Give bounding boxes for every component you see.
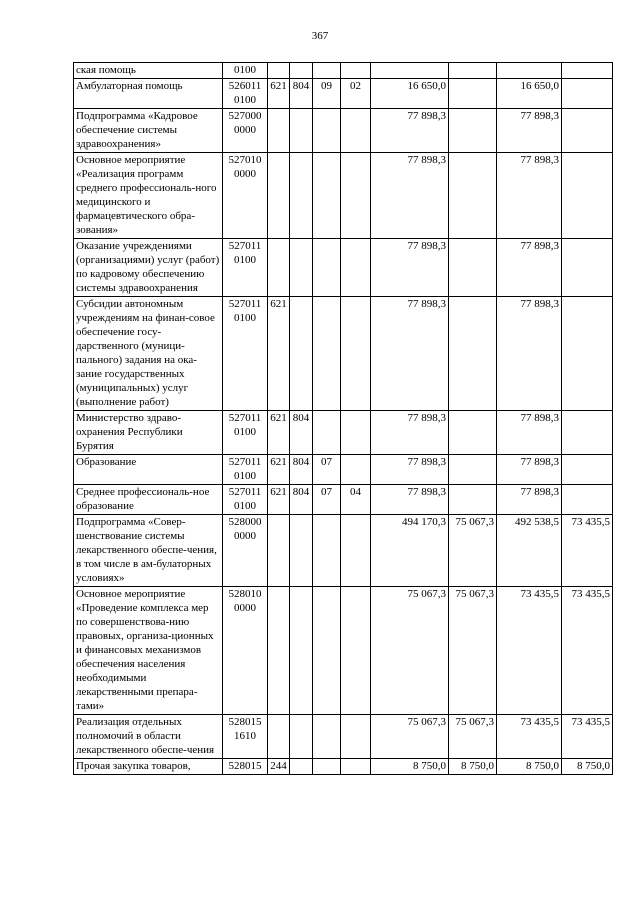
row-grbs-cell [290, 297, 313, 411]
row-total2-cell: 77 898,3 [497, 153, 562, 239]
row-pr-cell [341, 109, 371, 153]
row-grbs-cell: 804 [290, 485, 313, 515]
row-name-cell: Подпрограмма «Кадровое обеспечение системы здравоохранения» [74, 109, 223, 153]
row-federal2-cell [562, 109, 613, 153]
row-grbs-cell [290, 109, 313, 153]
row-rz-cell [313, 515, 341, 587]
row-code-cell: 528000 0000 [223, 515, 268, 587]
row-federal-cell [449, 297, 497, 411]
table-row [74, 515, 613, 587]
row-total-cell [371, 63, 449, 79]
row-rz-cell [313, 587, 341, 715]
row-code-cell: 527011 0100 [223, 411, 268, 455]
row-federal2-cell: 73 435,5 [562, 715, 613, 759]
row-federal-cell [449, 79, 497, 109]
row-total2-cell: 8 750,0 [497, 759, 562, 775]
row-name-cell: Прочая закупка товаров, [74, 759, 223, 775]
row-vr-cell: 244 [268, 759, 290, 775]
row-federal-cell: 75 067,3 [449, 587, 497, 715]
row-rz-cell [313, 715, 341, 759]
row-total2-cell: 73 435,5 [497, 587, 562, 715]
row-federal2-cell [562, 63, 613, 79]
row-federal-cell: 75 067,3 [449, 715, 497, 759]
row-rz-cell [313, 297, 341, 411]
row-name-cell: ская помощь [74, 63, 223, 79]
row-name-cell: Субсидии автономным учреждениям на финан-совое обеспечение госу-дарственного (муници-пального) задания на ока-зание государственных (муниципальных) услуг (выполнение работ) [74, 297, 223, 411]
row-code-cell: 527011 0100 [223, 485, 268, 515]
row-code-cell: 0100 [223, 63, 268, 79]
row-total2-cell: 73 435,5 [497, 715, 562, 759]
row-name-cell: Образование [74, 455, 223, 485]
row-total2-cell: 77 898,3 [497, 485, 562, 515]
row-vr-cell [268, 109, 290, 153]
row-total2-cell: 77 898,3 [497, 239, 562, 297]
row-grbs-cell: 804 [290, 79, 313, 109]
table-row [74, 109, 613, 153]
row-rz-cell [313, 63, 341, 79]
row-code-cell: 527011 0100 [223, 297, 268, 411]
row-total2-cell: 492 538,5 [497, 515, 562, 587]
row-name-cell: Подпрограмма «Совер-шенствование системы лекарственного обеспе-чения, в том числе в ам-булаторных условиях» [74, 515, 223, 587]
row-code-cell: 526011 0100 [223, 79, 268, 109]
row-vr-cell [268, 715, 290, 759]
row-code-cell: 527010 0000 [223, 153, 268, 239]
table-row [74, 455, 613, 485]
row-federal2-cell [562, 297, 613, 411]
row-vr-cell [268, 587, 290, 715]
row-pr-cell [341, 239, 371, 297]
row-total-cell: 77 898,3 [371, 239, 449, 297]
row-grbs-cell: 804 [290, 455, 313, 485]
row-federal-cell: 8 750,0 [449, 759, 497, 775]
row-vr-cell: 621 [268, 455, 290, 485]
row-total-cell: 77 898,3 [371, 153, 449, 239]
table-row [74, 485, 613, 515]
row-total-cell: 8 750,0 [371, 759, 449, 775]
row-name-cell: Среднее профессиональ-ное образование [74, 485, 223, 515]
row-federal2-cell [562, 239, 613, 297]
row-name-cell: Министерство здраво-охранения Республики Бурятия [74, 411, 223, 455]
row-total-cell: 77 898,3 [371, 109, 449, 153]
row-federal-cell [449, 485, 497, 515]
row-code-cell: 527011 0100 [223, 455, 268, 485]
row-total2-cell: 77 898,3 [497, 297, 562, 411]
row-federal2-cell [562, 485, 613, 515]
row-total2-cell: 77 898,3 [497, 455, 562, 485]
row-pr-cell: 04 [341, 485, 371, 515]
row-pr-cell [341, 411, 371, 455]
row-total2-cell: 16 650,0 [497, 79, 562, 109]
row-vr-cell: 621 [268, 79, 290, 109]
row-vr-cell: 621 [268, 297, 290, 411]
row-vr-cell [268, 153, 290, 239]
row-grbs-cell [290, 153, 313, 239]
row-grbs-cell [290, 515, 313, 587]
row-federal2-cell: 73 435,5 [562, 515, 613, 587]
row-name-cell: Амбулаторная помощь [74, 79, 223, 109]
row-grbs-cell [290, 239, 313, 297]
row-federal2-cell [562, 411, 613, 455]
table-row [74, 715, 613, 759]
row-rz-cell: 07 [313, 455, 341, 485]
row-pr-cell [341, 759, 371, 775]
row-rz-cell: 07 [313, 485, 341, 515]
row-pr-cell: 02 [341, 79, 371, 109]
row-code-cell: 528015 1610 [223, 715, 268, 759]
row-vr-cell [268, 515, 290, 587]
row-federal2-cell [562, 455, 613, 485]
page-number: 367 [311, 30, 329, 42]
row-federal-cell [449, 109, 497, 153]
row-federal-cell [449, 153, 497, 239]
row-rz-cell [313, 153, 341, 239]
row-pr-cell [341, 455, 371, 485]
table-row [74, 587, 613, 715]
row-vr-cell [268, 63, 290, 79]
row-federal-cell [449, 239, 497, 297]
row-name-cell: Оказание учреждениями (организациями) услуг (работ) по кадровому обеспечению системы здравоохранения [74, 239, 223, 297]
row-federal2-cell [562, 153, 613, 239]
row-total2-cell: 77 898,3 [497, 109, 562, 153]
row-code-cell: 527000 0000 [223, 109, 268, 153]
row-federal-cell [449, 411, 497, 455]
row-name-cell: Основное мероприятие «Реализация программ среднего профессиональ-ного медицинского и фармацевтического обра-зования» [74, 153, 223, 239]
row-federal-cell [449, 455, 497, 485]
row-rz-cell [313, 411, 341, 455]
row-pr-cell [341, 63, 371, 79]
row-grbs-cell: 804 [290, 411, 313, 455]
table-row [74, 63, 613, 79]
row-grbs-cell [290, 759, 313, 775]
row-total2-cell: 77 898,3 [497, 411, 562, 455]
row-pr-cell [341, 715, 371, 759]
row-federal2-cell: 73 435,5 [562, 587, 613, 715]
row-total-cell: 75 067,3 [371, 587, 449, 715]
row-total-cell: 77 898,3 [371, 455, 449, 485]
row-pr-cell [341, 515, 371, 587]
table-row [74, 153, 613, 239]
row-total2-cell [497, 63, 562, 79]
row-total-cell: 16 650,0 [371, 79, 449, 109]
row-total-cell: 77 898,3 [371, 297, 449, 411]
row-code-cell: 528015 [223, 759, 268, 775]
row-vr-cell [268, 239, 290, 297]
row-rz-cell [313, 759, 341, 775]
row-name-cell: Основное мероприятие «Проведение комплекса мер по совершенствова-нию правовых, организа-ционных и финансовых механизмов обеспечения населения необходимыми лекарственными препара-тами» [74, 587, 223, 715]
budget-table [73, 62, 613, 775]
row-federal2-cell: 8 750,0 [562, 759, 613, 775]
row-rz-cell [313, 109, 341, 153]
row-name-cell: Реализация отдельных полномочий в области лекарственного обеспе-чения [74, 715, 223, 759]
row-pr-cell [341, 153, 371, 239]
row-federal2-cell [562, 79, 613, 109]
row-pr-cell [341, 587, 371, 715]
row-rz-cell: 09 [313, 79, 341, 109]
row-code-cell: 528010 0000 [223, 587, 268, 715]
row-code-cell: 527011 0100 [223, 239, 268, 297]
row-federal-cell [449, 63, 497, 79]
row-vr-cell: 621 [268, 485, 290, 515]
table-row [74, 79, 613, 109]
row-grbs-cell [290, 587, 313, 715]
table-row [74, 411, 613, 455]
row-total-cell: 75 067,3 [371, 715, 449, 759]
row-total-cell: 77 898,3 [371, 411, 449, 455]
row-federal-cell: 75 067,3 [449, 515, 497, 587]
table-row [74, 239, 613, 297]
row-total-cell: 77 898,3 [371, 485, 449, 515]
row-vr-cell: 621 [268, 411, 290, 455]
table-row [74, 297, 613, 411]
table-row [74, 759, 613, 775]
row-rz-cell [313, 239, 341, 297]
row-pr-cell [341, 297, 371, 411]
row-grbs-cell [290, 715, 313, 759]
row-total-cell: 494 170,3 [371, 515, 449, 587]
row-grbs-cell [290, 63, 313, 79]
